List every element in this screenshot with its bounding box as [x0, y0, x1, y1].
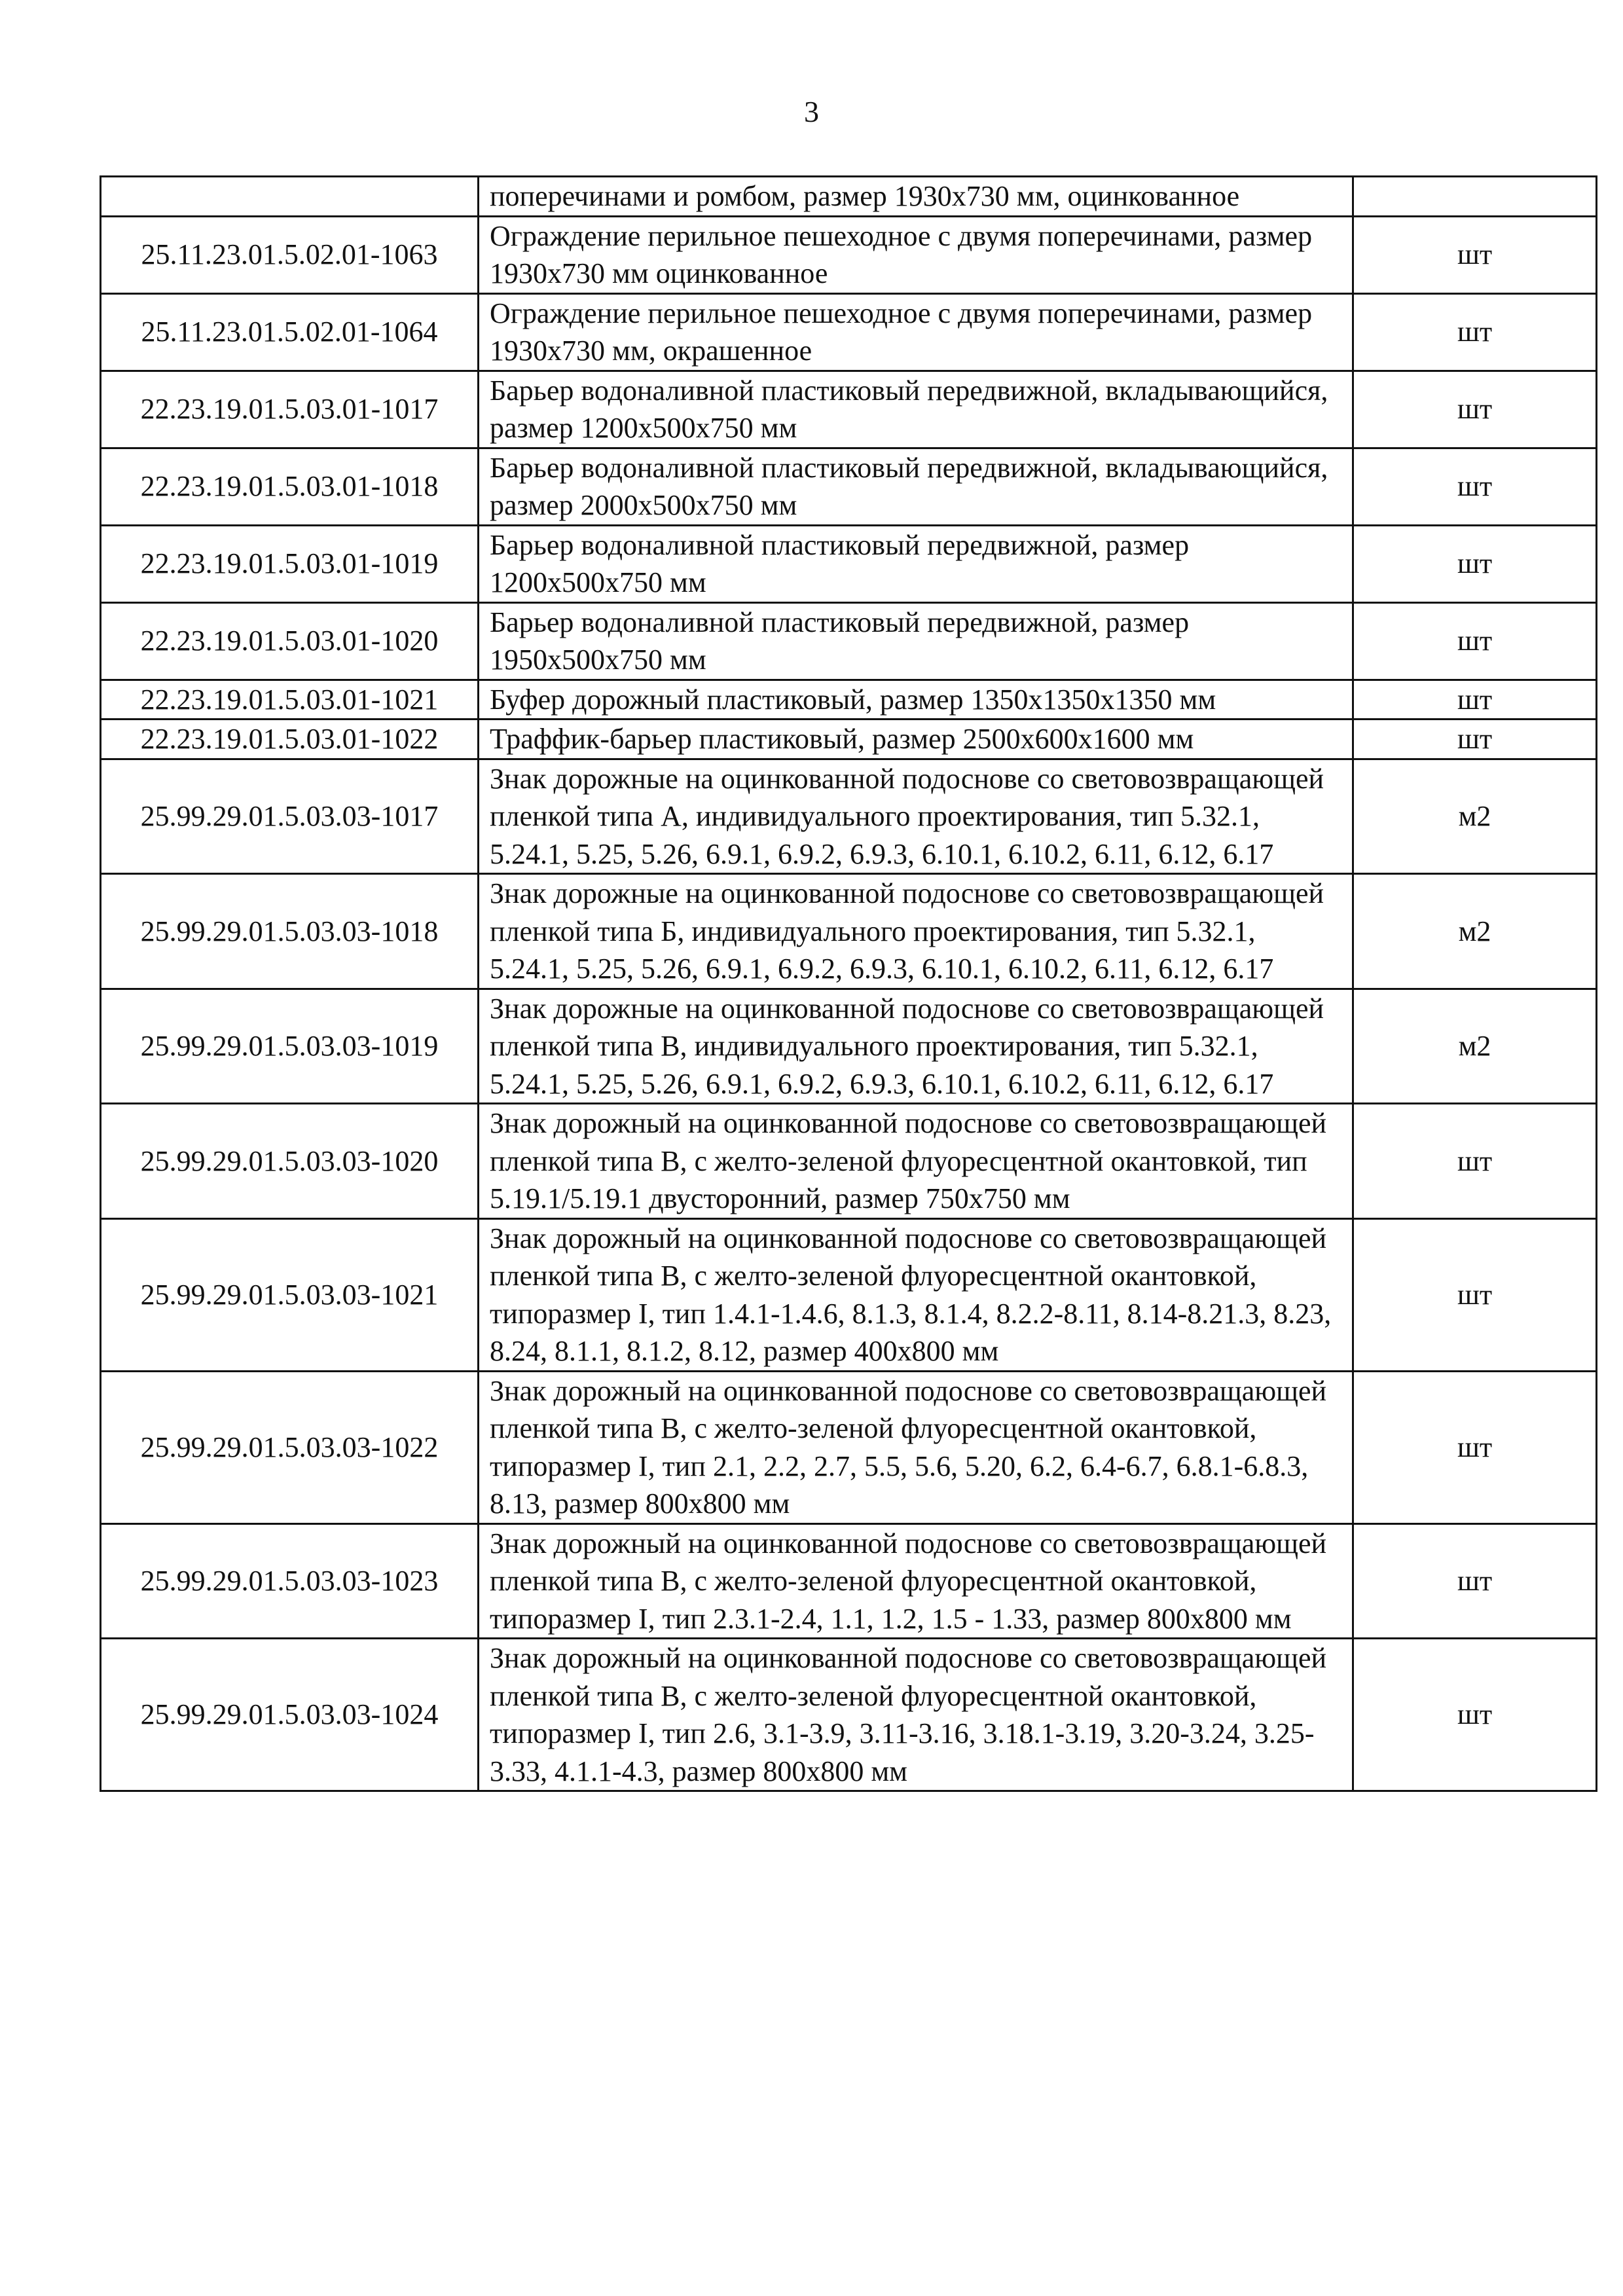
- item-unit-cell: м2: [1353, 874, 1597, 989]
- item-description-cell: Барьер водоналивной пластиковый передвижной, размер 1200х500х750 мм: [479, 525, 1353, 602]
- table-row: [101, 293, 1597, 371]
- item-code-cell: 25.99.29.01.5.03.03-1022: [101, 1371, 479, 1523]
- item-description-cell: Ограждение перильное пешеходное с двумя поперечинами, размер 1930х730 мм оцинкованное: [479, 216, 1353, 293]
- item-unit-cell: шт: [1353, 1523, 1597, 1639]
- item-description-cell: Траффик-барьер пластиковый, размер 2500х600х1600 мм: [479, 720, 1353, 759]
- table-row: [101, 680, 1597, 720]
- item-unit-cell: шт: [1353, 1104, 1597, 1219]
- table-row: [101, 216, 1597, 293]
- item-description-cell: Ограждение перильное пешеходное с двумя поперечинами, размер 1930х730 мм, окрашенное: [479, 293, 1353, 371]
- table-row: [101, 1639, 1597, 1791]
- item-code-cell: 22.23.19.01.5.03.01-1018: [101, 448, 479, 525]
- item-description-cell: Знак дорожные на оцинкованной подоснове со световозвращающей пленкой типа А, индивидуального проектирования, тип 5.32.1, 5.24.1, 5.25, 5.26, 6.9.1, 6.9.2, 6.9.3, 6.10.1, 6.10.2, 6.11, 6.12, 6.17: [479, 759, 1353, 874]
- table-row: [101, 720, 1597, 759]
- item-unit-cell: шт: [1353, 448, 1597, 525]
- item-code-cell: 22.23.19.01.5.03.01-1021: [101, 680, 479, 720]
- item-description-cell: Барьер водоналивной пластиковый передвижной, размер 1950х500х750 мм: [479, 602, 1353, 680]
- item-description-cell: поперечинами и ромбом, размер 1930х730 мм, оцинкованное: [479, 177, 1353, 217]
- item-description-cell: Знак дорожный на оцинкованной подоснове со световозвращающей пленкой типа В, с желто-зеленой флуоресцентной окантовкой, тип 5.19.1/5.19.1 двусторонний, размер 750х750 мм: [479, 1104, 1353, 1219]
- item-code-cell: 25.99.29.01.5.03.03-1023: [101, 1523, 479, 1639]
- item-description-cell: Знак дорожный на оцинкованной подоснове со световозвращающей пленкой типа В, с желто-зеленой флуоресцентной окантовкой, типоразмер I, тип 2.1, 2.2, 2.7, 5.5, 5.6, 5.20, 6.2, 6.4-6.7, 6.8.1-6.8.3, 8.13, размер 800х800 мм: [479, 1371, 1353, 1523]
- item-unit-cell: шт: [1353, 680, 1597, 720]
- item-description-cell: Знак дорожный на оцинкованной подоснове со световозвращающей пленкой типа В, с желто-зеленой флуоресцентной окантовкой, типоразмер I, тип 2.6, 3.1-3.9, 3.11-3.16, 3.18.1-3.19, 3.20-3.24, 3.25-3.33, 4.1.1-4.3, размер 800х800 мм: [479, 1639, 1353, 1791]
- item-unit-cell: [1353, 177, 1597, 217]
- table-row: [101, 602, 1597, 680]
- items-table: [100, 175, 1597, 1792]
- table-row: [101, 759, 1597, 874]
- table-row: [101, 1218, 1597, 1371]
- table-row: [101, 525, 1597, 602]
- item-code-cell: 25.99.29.01.5.03.03-1024: [101, 1639, 479, 1791]
- item-code-cell: 22.23.19.01.5.03.01-1017: [101, 371, 479, 448]
- item-unit-cell: шт: [1353, 525, 1597, 602]
- item-unit-cell: шт: [1353, 1639, 1597, 1791]
- item-code-cell: 25.99.29.01.5.03.03-1020: [101, 1104, 479, 1219]
- item-description-cell: Знак дорожные на оцинкованной подоснове со световозвращающей пленкой типа В, индивидуального проектирования, тип 5.32.1, 5.24.1, 5.25, 5.26, 6.9.1, 6.9.2, 6.9.3, 6.10.1, 6.10.2, 6.11, 6.12, 6.17: [479, 989, 1353, 1104]
- item-code-cell: 22.23.19.01.5.03.01-1020: [101, 602, 479, 680]
- item-code-cell: [101, 177, 479, 217]
- table-row: [101, 1523, 1597, 1639]
- item-code-cell: 25.99.29.01.5.03.03-1019: [101, 989, 479, 1104]
- page-number: 3: [804, 95, 819, 128]
- item-description-cell: Буфер дорожный пластиковый, размер 1350х1350х1350 мм: [479, 680, 1353, 720]
- item-unit-cell: шт: [1353, 371, 1597, 448]
- item-code-cell: 25.99.29.01.5.03.03-1018: [101, 874, 479, 989]
- item-code-cell: 22.23.19.01.5.03.01-1019: [101, 525, 479, 602]
- item-unit-cell: шт: [1353, 602, 1597, 680]
- table-row: [101, 371, 1597, 448]
- item-description-cell: Барьер водоналивной пластиковый передвижной, вкладывающийся, размер 2000х500х750 мм: [479, 448, 1353, 525]
- item-description-cell: Знак дорожные на оцинкованной подоснове со световозвращающей пленкой типа Б, индивидуального проектирования, тип 5.32.1, 5.24.1, 5.25, 5.26, 6.9.1, 6.9.2, 6.9.3, 6.10.1, 6.10.2, 6.11, 6.12, 6.17: [479, 874, 1353, 989]
- item-description-cell: Барьер водоналивной пластиковый передвижной, вкладывающийся, размер 1200х500х750 мм: [479, 371, 1353, 448]
- item-unit-cell: м2: [1353, 989, 1597, 1104]
- item-unit-cell: шт: [1353, 216, 1597, 293]
- item-description-cell: Знак дорожный на оцинкованной подоснове со световозвращающей пленкой типа В, с желто-зеленой флуоресцентной окантовкой, типоразмер I, тип 1.4.1-1.4.6, 8.1.3, 8.1.4, 8.2.2-8.11, 8.14-8.21.3, 8.23, 8.24, 8.1.1, 8.1.2, 8.12, размер 400х800 мм: [479, 1218, 1353, 1371]
- item-unit-cell: шт: [1353, 293, 1597, 371]
- table-row: [101, 989, 1597, 1104]
- item-code-cell: 25.11.23.01.5.02.01-1063: [101, 216, 479, 293]
- item-unit-cell: м2: [1353, 759, 1597, 874]
- item-unit-cell: шт: [1353, 720, 1597, 759]
- item-code-cell: 25.99.29.01.5.03.03-1017: [101, 759, 479, 874]
- table-row: [101, 1371, 1597, 1523]
- table-row: [101, 874, 1597, 989]
- table-row: [101, 177, 1597, 217]
- table-row: [101, 1104, 1597, 1219]
- item-description-cell: Знак дорожный на оцинкованной подоснове со световозвращающей пленкой типа В, с желто-зеленой флуоресцентной окантовкой, типоразмер I, тип 2.3.1-2.4, 1.1, 1.2, 1.5 - 1.33, размер 800х800 мм: [479, 1523, 1353, 1639]
- item-code-cell: 25.99.29.01.5.03.03-1021: [101, 1218, 479, 1371]
- table-row: [101, 448, 1597, 525]
- item-code-cell: 25.11.23.01.5.02.01-1064: [101, 293, 479, 371]
- item-code-cell: 22.23.19.01.5.03.01-1022: [101, 720, 479, 759]
- item-unit-cell: шт: [1353, 1218, 1597, 1371]
- item-unit-cell: шт: [1353, 1371, 1597, 1523]
